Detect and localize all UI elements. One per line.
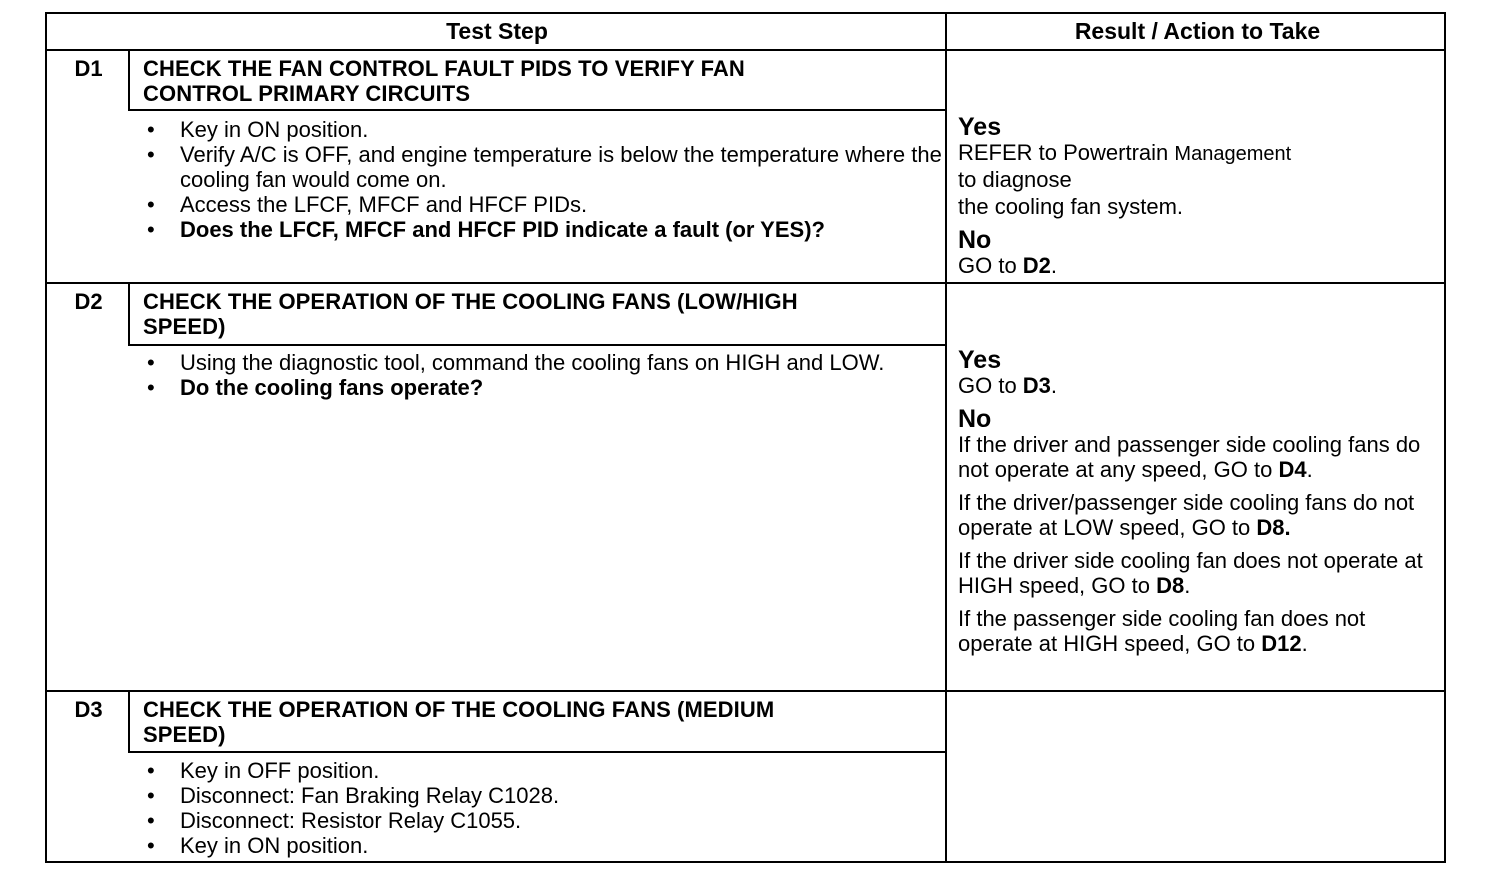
step-reference: D8 xyxy=(1156,573,1185,598)
result-text: If the passenger side cooling fan does not operate at HIGH speed, GO to D12. xyxy=(958,606,1366,656)
list-item: • Key in OFF position. xyxy=(147,758,380,783)
list-item: • Disconnect: Resistor Relay C1055. xyxy=(147,808,522,833)
step-instructions xyxy=(139,758,949,858)
step-title xyxy=(143,697,933,747)
list-item: • Using the diagnostic tool, command the cooling fans on HIGH and LOW. xyxy=(147,350,885,375)
step-reference: D2 xyxy=(1022,253,1051,278)
list-item: • Access the LFCF, MFCF and HFCF PIDs. xyxy=(147,192,588,217)
list-item: • Do the cooling fans operate? xyxy=(147,375,484,400)
d3-title-divider xyxy=(130,751,945,753)
step-instructions xyxy=(139,117,949,242)
d1-row-divider xyxy=(47,282,1444,284)
bullet-icon: • xyxy=(147,375,155,400)
step-title xyxy=(143,289,933,339)
d1-title-divider xyxy=(130,109,945,111)
yes-label: Yes xyxy=(958,346,1002,374)
step-title xyxy=(143,56,933,106)
list-item: • Key in ON position. xyxy=(147,833,369,858)
header-divider xyxy=(47,49,1444,51)
result-text: the cooling fan system. xyxy=(958,194,1184,219)
result-text: GO to D3. xyxy=(958,373,1058,398)
step-title-line: SPEED) xyxy=(143,314,226,339)
d2-row-divider xyxy=(47,690,1444,692)
list-item: • Key in ON position. xyxy=(147,117,369,142)
step-id: D1 xyxy=(74,56,103,81)
no-label: No xyxy=(958,405,992,433)
result-text: If the driver/passenger side cooling fans do not operate at LOW speed, GO to D8. xyxy=(958,490,1415,540)
list-item: • Verify A/C is OFF, and engine temperature is below the temperature where the cooling fan would come on. xyxy=(147,142,942,192)
result-text: GO to D2. xyxy=(958,253,1058,278)
step-title-line: CHECK THE FAN CONTROL FAULT PIDS TO VERIFY FAN xyxy=(143,56,745,81)
step-result xyxy=(958,347,1444,656)
list-item: • Disconnect: Fan Braking Relay C1028. xyxy=(147,783,560,808)
step-id: D3 xyxy=(74,697,103,722)
yes-label: Yes xyxy=(958,113,1002,141)
d2-title-divider xyxy=(130,344,945,346)
bullet-icon: • xyxy=(147,117,155,142)
bullet-icon: • xyxy=(147,192,155,217)
header-result-action: Result / Action to Take xyxy=(1074,18,1321,44)
step-title-line: CHECK THE OPERATION OF THE COOLING FANS (LOW/HIGH xyxy=(143,289,798,314)
step-title-line: CHECK THE OPERATION OF THE COOLING FANS (MEDIUM xyxy=(143,697,775,722)
bullet-icon: • xyxy=(147,833,155,858)
step-reference: D4 xyxy=(1278,457,1307,482)
header-test-step: Test Step xyxy=(446,18,548,44)
no-label: No xyxy=(958,226,992,254)
step-reference: D8. xyxy=(1256,515,1291,540)
bullet-icon: • xyxy=(147,142,155,167)
result-text: REFER to Powertrain Management xyxy=(958,140,1292,165)
result-text: If the driver and passenger side cooling fans do not operate at any speed, GO to D4. xyxy=(958,432,1421,482)
step-result xyxy=(958,114,1444,278)
list-item: • Does the LFCF, MFCF and HFCF PID indicate a fault (or YES)? xyxy=(147,217,825,242)
result-text: to diagnose xyxy=(958,167,1072,192)
step-reference: D12 xyxy=(1261,631,1302,656)
step-reference: D3 xyxy=(1022,373,1051,398)
step-title-line: CONTROL PRIMARY CIRCUITS xyxy=(143,81,471,106)
bullet-icon: • xyxy=(147,350,155,375)
step-title-line: SPEED) xyxy=(143,722,226,747)
bullet-icon: • xyxy=(147,783,155,808)
bullet-icon: • xyxy=(147,217,155,242)
diagnostic-table xyxy=(45,12,1446,863)
step-id: D2 xyxy=(74,289,103,314)
bullet-icon: • xyxy=(147,808,155,833)
result-text: If the driver side cooling fan does not operate at HIGH speed, GO to D8. xyxy=(958,548,1423,598)
bullet-icon: • xyxy=(147,758,155,783)
step-instructions xyxy=(139,350,949,400)
